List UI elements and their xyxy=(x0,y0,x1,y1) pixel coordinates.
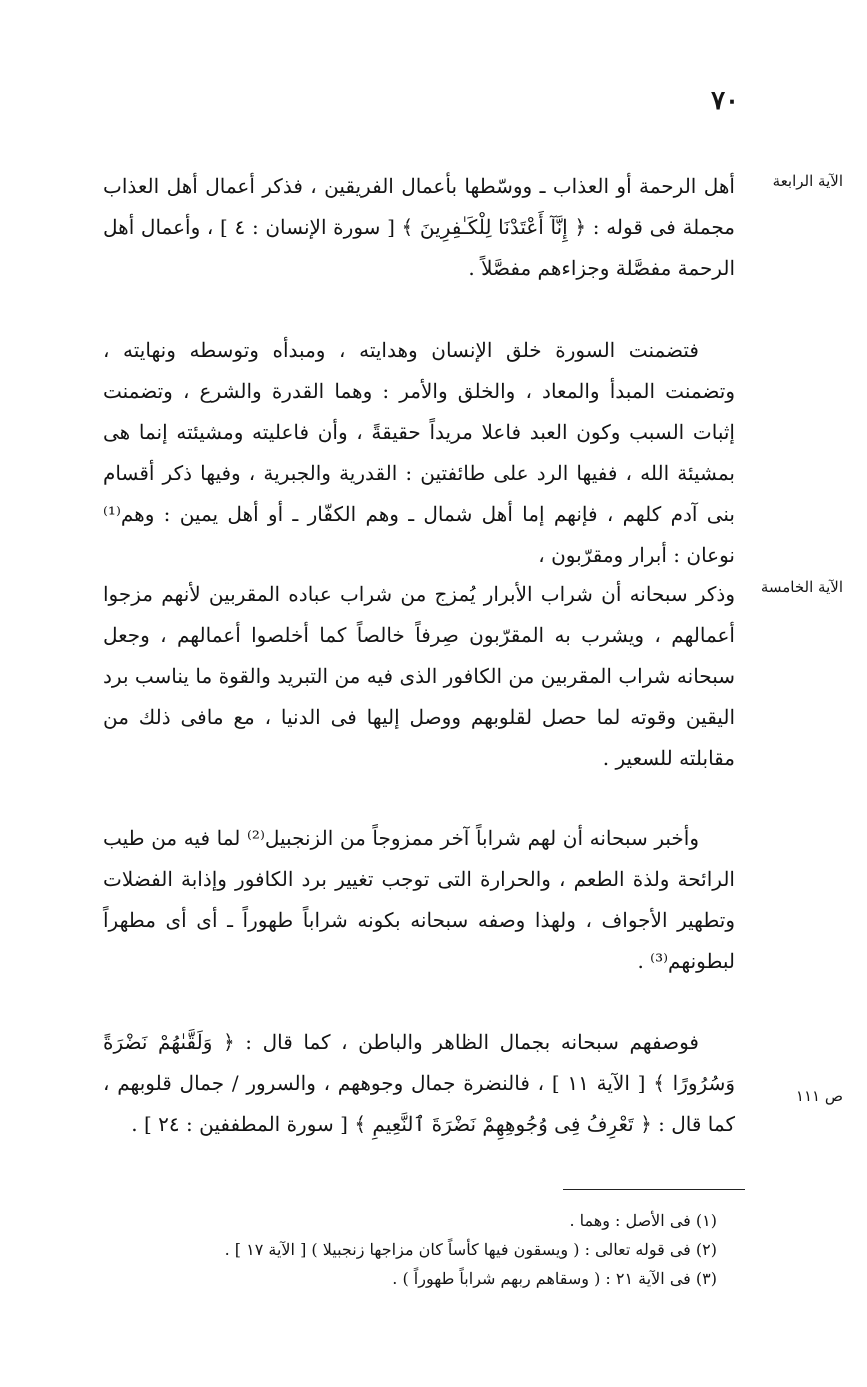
paragraph-3: وذكر سبحانه أن شراب الأبرار يُمزج من شراب عباده المقربين لأنهم مزجوا أعمالهم ، ويشرب به المقرّبون صِرفاً خالصاً كما أخلصوا أعمالهم ، وجعل سبحانه شراب المقربين من الكافور الذى فيه من التبريد والقوة ما يناسب برد اليقين وقوته لما حصل لقلوبهم ووصل إليها فى الدنيا ، مع مافى ذلك من مقابلته للسعير . xyxy=(103,582,735,770)
paragraph-1-block xyxy=(103,166,735,289)
footnote-1: (١) فى الأصل : وهما . xyxy=(569,1211,717,1230)
footnote-2: (٢) فى قوله تعالى : ( ويسقون فيها كأساً كان مزاجها زنجبيلا ) [ الآية ١٧ ] . xyxy=(224,1240,717,1259)
footnote-divider xyxy=(563,1189,745,1190)
footnotes xyxy=(117,1206,717,1293)
paragraph-1: أهل الرحمة أو العذاب ـ ووسّطها بأعمال الفريقين ، فذكر أعمال أهل العذاب مجملة فى قوله : ﴿ إِنَّآ أَعْتَدْنَا لِلْكَـٰفِرِينَ ﴾ [ سورة الإنسان : ٤ ] ، وأعمال أهل الرحمة مفصَّلة وجزاءهم مفصَّلاً . xyxy=(103,174,735,280)
paragraph-4-block xyxy=(103,818,735,982)
margin-note-page-ref: ص ١١١ xyxy=(795,1087,843,1105)
paragraph-4: وأخبر سبحانه أن لهم شراباً آخر ممزوجاً من الزنجبيل⁽²⁾ لما فيه من طيب الرائحة ولذة الطعم ، والحرارة التى توجب تغيير برد الكافور وإذابة الفضلات وتطهير الأجواف ، ولهذا وصفه سبحانه بكونه شراباً طهوراً ـ أى أى مطهراً لبطونهم⁽³⁾ . xyxy=(103,826,735,973)
paragraph-5: فوصفهم سبحانه بجمال الظاهر والباطن ، كما قال : ﴿ وَلَقَّىٰهُمْ نَضْرَةً وَسُرُورًا ﴾ [ الآية ١١ ] ، فالنضرة جمال وجوههم ، والسرور / جمال قلوبهم ، كما قال : ﴿ تَعْرِفُ فِى وُجُوهِهِمْ نَضْرَةَ ٱلنَّعِيمِ ﴾ [ سورة المطففين : ٢٤ ] . xyxy=(103,1030,735,1136)
paragraph-3-block xyxy=(103,574,735,779)
margin-note-ayah-5: الآية الخامسة xyxy=(760,578,843,596)
paragraph-2-block xyxy=(103,330,735,576)
margin-note-ayah-4: الآية الرابعة xyxy=(772,172,843,190)
paragraph-2: فتضمنت السورة خلق الإنسان وهدايته ، ومبدأه وتوسطه ونهايته ، وتضمنت المبدأ والمعاد ، والخلق والأمر : وهما القدرة والشرع ، وتضمنت إثبات السبب وكون العبد فاعلا مريداً حقيقةً ، وأن فاعليته ومشيئته إنما هى بمشيئة الله ، ففيها الرد على طائفتين : القدرية والجبرية ، وفيها ذكر أقسام بنى آدم كلهم ، فإنهم إما أهل شمال ـ وهم الكفّار ـ أو أهل يمين : وهم⁽¹⁾ نوعان : أبرار ومقرّبون ، xyxy=(103,338,736,567)
page-number: ٧٠ xyxy=(711,86,739,116)
footnote-3: (٣) فى الآية ٢١ : ( وسقاهم ربهم شراباً طهوراً ) . xyxy=(392,1269,717,1288)
paragraph-5-block xyxy=(103,1022,735,1145)
